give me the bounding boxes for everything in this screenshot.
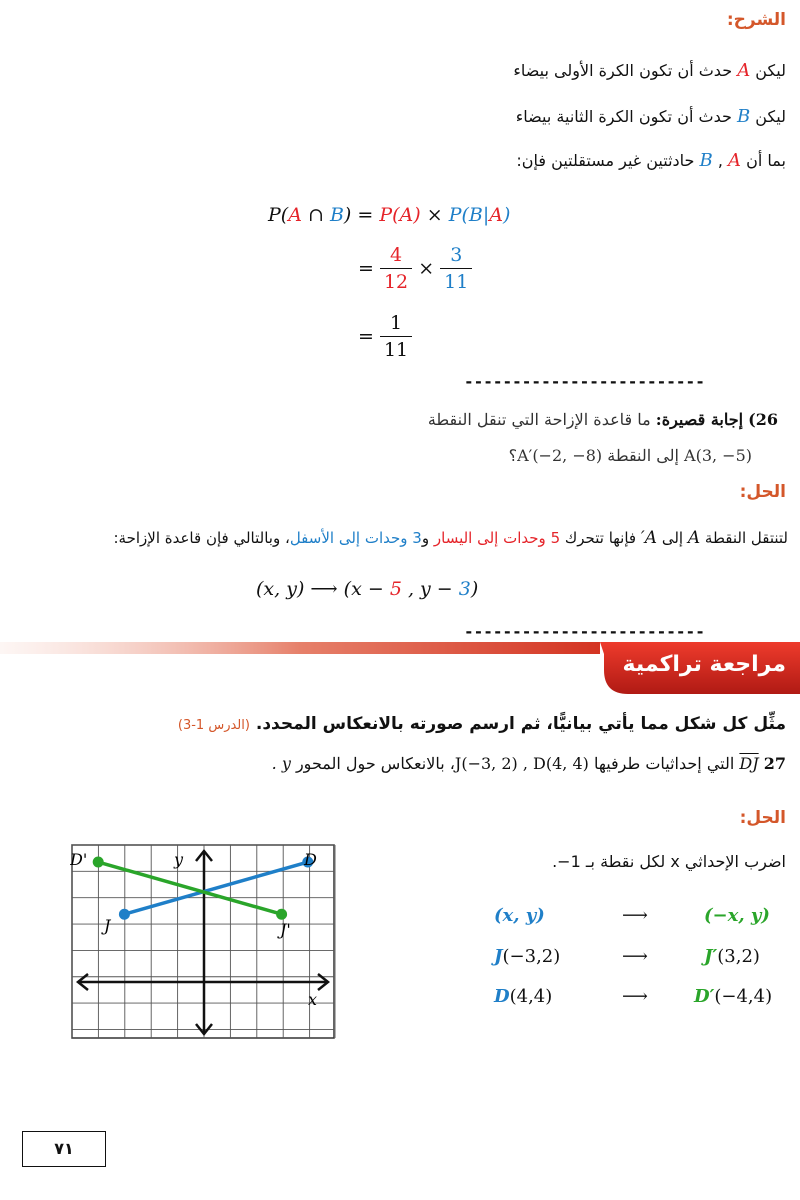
explain-heading: الشرح: <box>726 10 786 30</box>
review-banner <box>0 638 800 698</box>
label-d: D <box>304 850 317 869</box>
formula-line-2: = $\frac{4}{12}$ × $\frac{3}{11}$ <box>358 244 472 293</box>
table-row-2-left: D(4,4) <box>494 986 553 1007</box>
explain-line-1: ليكن A حدث أن تكون الكرة الأولى بيضاء <box>513 60 786 81</box>
page-number: ٧١ <box>22 1131 106 1167</box>
table-row-0-arrow: ⟶ <box>622 905 648 926</box>
table-row-0-right: (−x, y) <box>704 905 770 926</box>
table-row-1-right: J′(3,2) <box>704 946 760 967</box>
solution-27-instruction: اضرب الإحداثي x لكل نقطة بـ 1−. <box>552 852 786 871</box>
point-d-prime <box>93 857 104 868</box>
review-banner-title: مراجعة تراكمية <box>622 652 786 677</box>
question-26-line-1: 26) إجابة قصيرة: ما قاعدة الإزاحة التي تنقل النقطة <box>427 410 778 429</box>
solution-26-heading: الحل: <box>739 482 786 502</box>
table-row-2-right: D′(−4,4) <box>694 986 773 1007</box>
reflection-graph <box>70 843 336 1040</box>
question-26-line-2: A(3, −5) إلى النقطة A′(−2, −8)؟ <box>508 446 752 465</box>
table-row-0-left: (x, y) <box>494 905 545 926</box>
point-j <box>119 909 130 920</box>
table-row-2-arrow: ⟶ <box>622 986 648 1007</box>
solution-27-heading: الحل: <box>739 808 786 828</box>
fraction-4-12: $\frac{4}{12}$ <box>380 244 412 293</box>
solution-26-text: لتنتقل النقطة A إلى A′ فإنها تتحرك 5 وحدات إلى اليسار و3 وحدات إلى الأسفل، وبالتالي فإن قاعدة الإزاحة: <box>113 528 788 548</box>
explain-line-3: بما أن B , A حادثتين غير مستقلتين فإن: <box>516 150 786 171</box>
fraction-3-11: $\frac{3}{11}$ <box>440 244 472 293</box>
translation-rule: (x, y) ⟶ (x − 5 , y − 3) <box>256 578 479 600</box>
label-j-prime: J' <box>280 920 291 939</box>
table-row-1-left: J(−3,2) <box>494 946 561 967</box>
label-d-prime: D' <box>70 850 88 869</box>
graph-svg <box>70 843 336 1040</box>
point-j-prime <box>276 909 287 920</box>
fraction-1-11: $\frac{1}{11}$ <box>380 312 412 361</box>
formula-line-1: P(A ∩ B) = P(A) × P(B|A) <box>268 204 511 226</box>
label-x-axis: x <box>308 990 318 1009</box>
formula-line-3: = $\frac{1}{11}$ <box>358 312 412 361</box>
review-intro: مثِّل كل شكل مما يأتي بيانيًّا، ثم ارسم صورته بالانعكاس المحدد. (الدرس 1-3) <box>177 714 786 734</box>
label-j: J <box>104 916 111 935</box>
divider-1: ------------------------- <box>464 372 705 391</box>
question-27: 27 DJ التي إحداثيات طرفيها J(−3, 2) , D(4, 4)، بالانعكاس حول المحور y . <box>271 754 786 773</box>
label-y-axis: y <box>174 850 184 869</box>
explain-line-2: ليكن B حدث أن تكون الكرة الثانية بيضاء <box>515 106 786 127</box>
divider-2: ------------------------- <box>464 622 705 641</box>
table-row-1-arrow: ⟶ <box>622 946 648 967</box>
